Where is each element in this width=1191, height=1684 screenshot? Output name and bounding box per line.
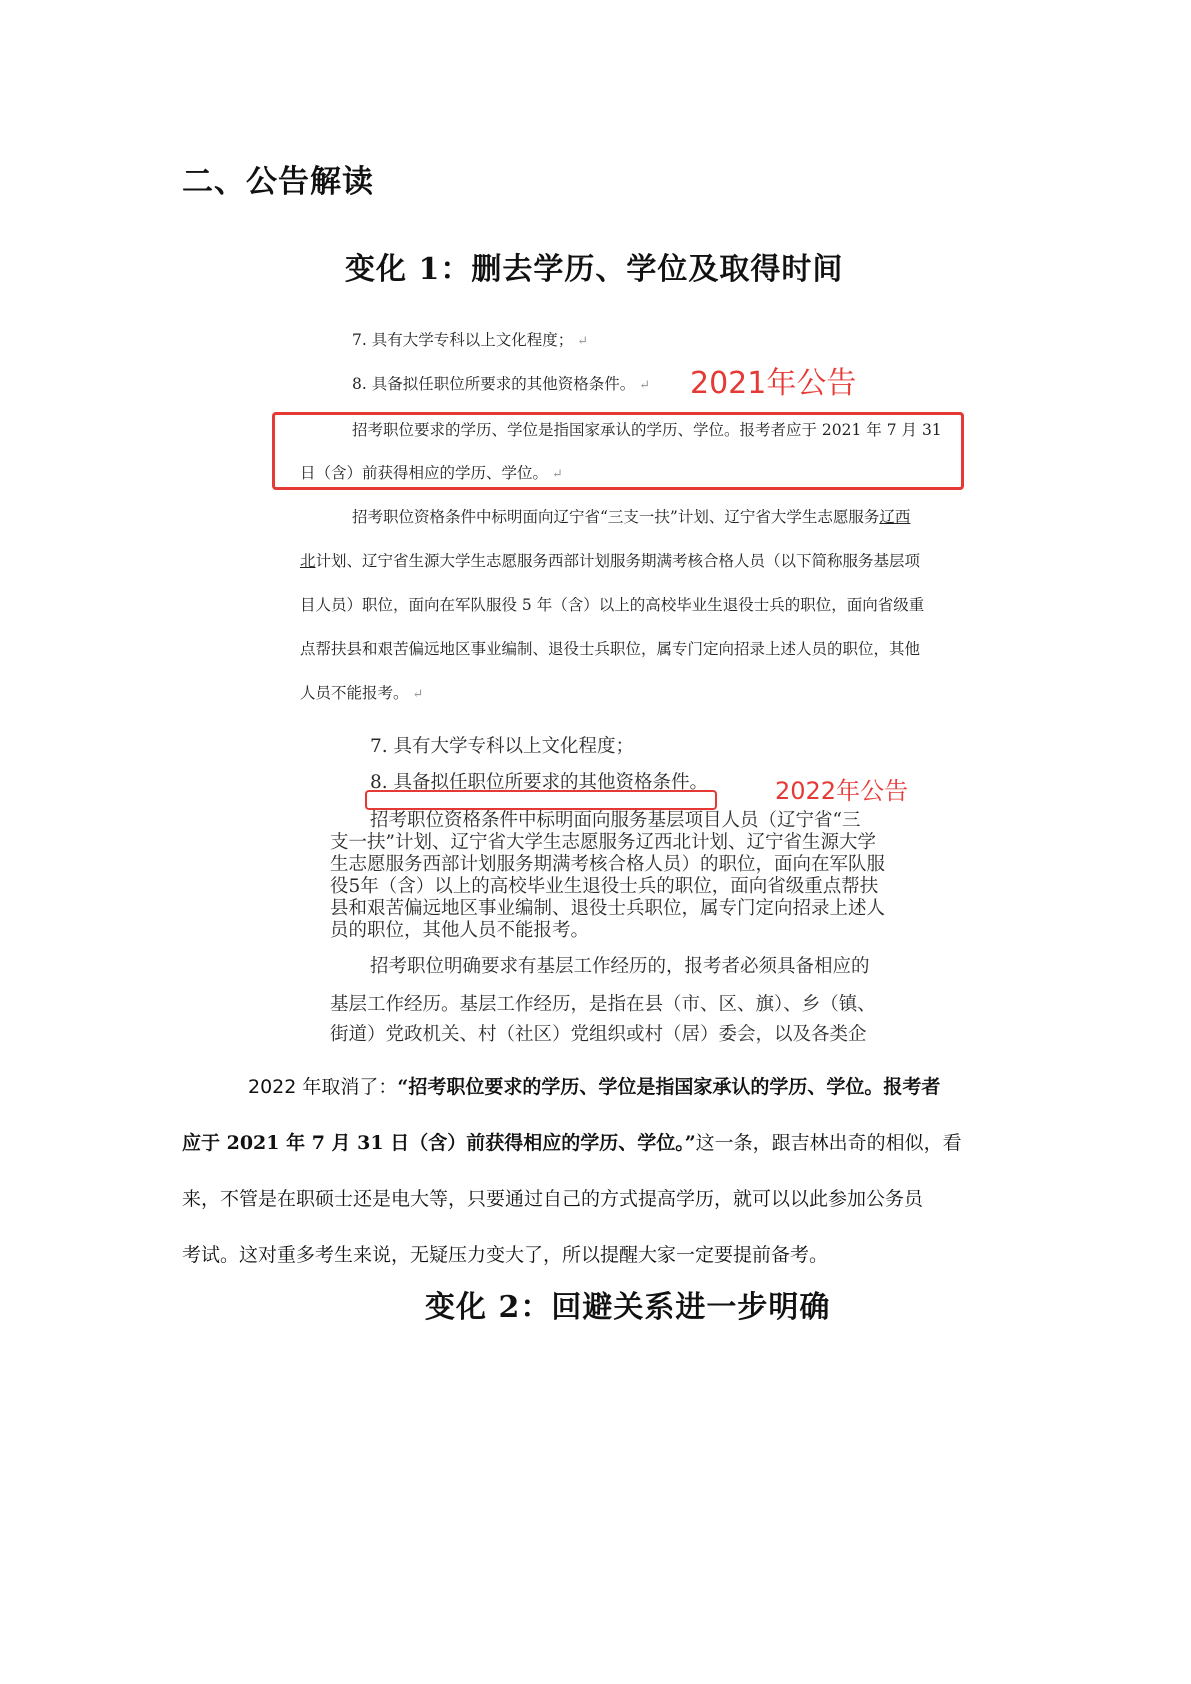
p1-line-5: 县和艰苦偏远地区事业编制、退役士兵职位，属专门定向招录上述人 — [330, 898, 886, 919]
change-2-title: 变化 2：回避关系进一步明确 — [425, 1290, 831, 1325]
highlight-box-2021 — [272, 412, 964, 490]
paragraph-line-3: 来，不管是在职硕士还是电大等，只要通过自己的方式提高学历，就可以以此参加公务员 — [182, 1188, 924, 1210]
screenshot-2021-announcement — [0, 0, 1191, 720]
para-line-1: 招考职位资格条件中标明面向辽宁省“三支一扶”计划、辽宁省大学生志愿服务辽西 — [352, 508, 911, 526]
para-line-3: 目人员）职位，面向在军队服役 5 年（含）以上的高校毕业生退役士兵的职位，面向省级重 — [300, 596, 925, 614]
p2-line-3: 街道）党政机关、村（社区）党组织或村（居）委会，以及各类企 — [330, 1024, 867, 1045]
tag-2022: 2022年公告 — [775, 777, 909, 805]
highlight-box-2022 — [365, 790, 717, 810]
screenshot-2022-announcement — [325, 720, 935, 1045]
p2-line-1: 招考职位明确要求有基层工作经历的，报考者必须具备相应的 — [370, 956, 870, 977]
return-mark-icon: ↵ — [577, 334, 589, 349]
tag-2021: 2021年公告 — [690, 366, 857, 401]
boxed-line-1: 招考职位要求的学历、学位是指国家承认的学历、学位。报考者应于 2021 年 7 月 31 — [352, 421, 942, 439]
return-mark-icon: ↵ — [639, 378, 651, 393]
change-1-title: 变化 1：删去学历、学位及取得时间 — [345, 252, 844, 287]
paragraph-line-1: 2022 年取消了：“招考职位要求的学历、学位是指国家承认的学历、学位。报考者 — [248, 1076, 941, 1098]
p2-line-2: 基层工作经历。基层工作经历，是指在县（市、区、旗）、乡（镇、 — [330, 994, 876, 1015]
p1-line-6: 员的职位，其他人员不能报考。 — [330, 920, 590, 941]
p1-line-3: 生志愿服务西部计划服务期满考核合格人员）的职位，面向在军队服 — [330, 854, 886, 875]
paragraph-line-4: 考试。这对重多考生来说，无疑压力变大了，所以提醒大家一定要提前备考。 — [182, 1244, 829, 1266]
paragraph-line-2: 应于 2021 年 7 月 31 日（含）前获得相应的学历、学位。”这一条，跟吉林出奇的相似，看 — [182, 1132, 962, 1154]
section-heading: 二、公告解读 — [182, 164, 374, 200]
item-8: 8. 具备拟任职位所要求的其他资格条件。 ↵ — [352, 375, 651, 393]
para-line-5: 人员不能报考。 ↵ — [300, 684, 424, 702]
para-line-4: 点帮扶县和艰苦偏远地区事业编制、退役士兵职位，属专门定向招录上述人员的职位，其他 — [300, 640, 921, 658]
item-7: 7. 具有大学专科以上文化程度； ↵ — [352, 331, 589, 349]
para-line-2: 北计划、辽宁省生源大学生志愿服务西部计划服务期满考核合格人员（以下简称服务基层项 — [300, 552, 921, 570]
item-8: 8. 具备拟任职位所要求的其他资格条件。 — [370, 772, 709, 793]
return-mark-icon: ↵ — [552, 467, 563, 482]
p1-line-2: 支一扶”计划、辽宁省大学生志愿服务辽西北计划、辽宁省生源大学 — [330, 832, 876, 853]
item-7: 7. 具有大学专科以上文化程度； — [370, 736, 635, 757]
boxed-line-2: 日（含）前获得相应的学历、学位。 ↵ — [300, 464, 563, 482]
p1-line-1: 招考职位资格条件中标明面向服务基层项目人员（辽宁省“三 — [370, 810, 861, 831]
p1-line-4: 役5年（含）以上的高校毕业生退役士兵的职位，面向省级重点帮扶 — [330, 876, 879, 897]
return-mark-icon: ↵ — [412, 687, 424, 702]
